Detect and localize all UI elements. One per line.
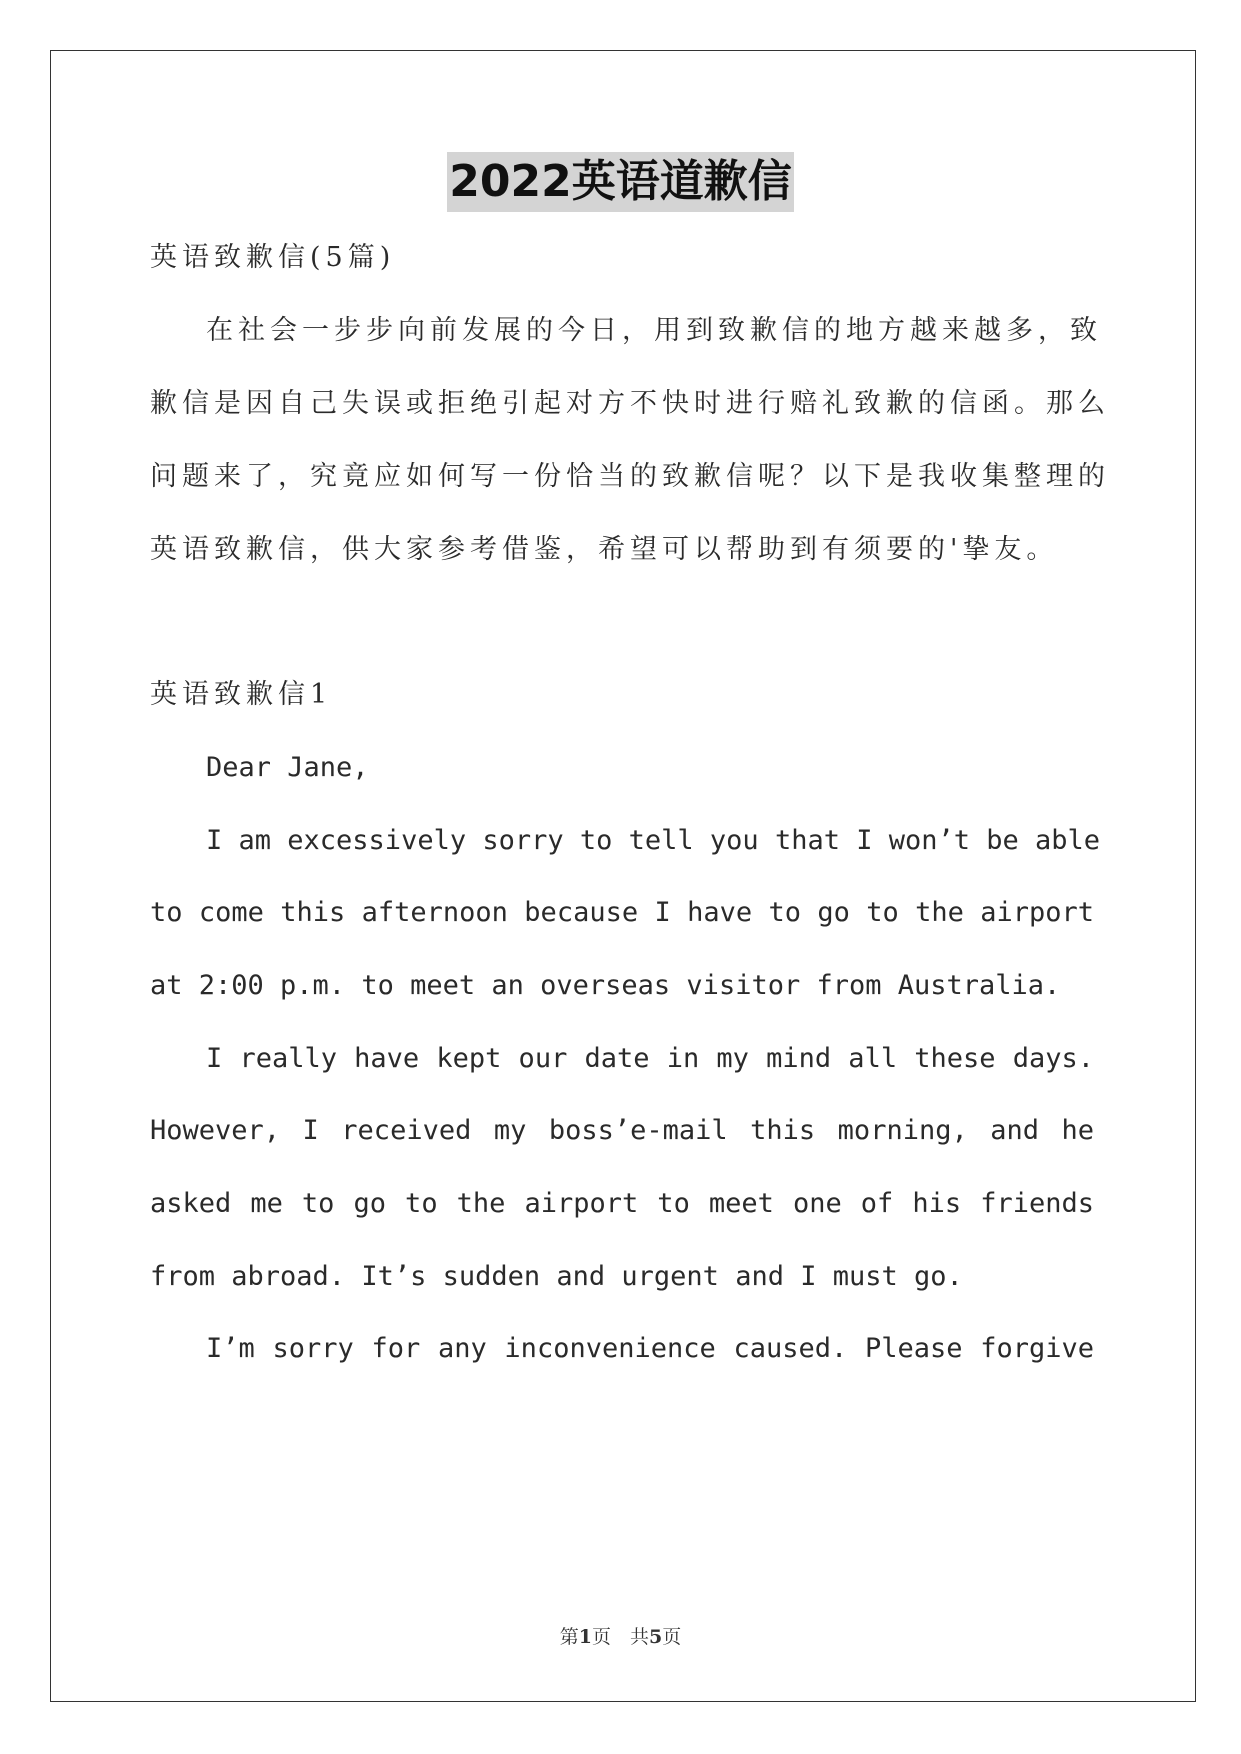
intro-line-1: 在社会一步步向前发展的今日，用到致歉信的地方越来越多，致 <box>206 315 1102 346</box>
subtitle: 英语致歉信(5篇) <box>150 242 396 273</box>
letter-line-2: to come this afternoon because I have to go to the airport <box>150 897 1094 928</box>
page-border <box>50 50 1196 1702</box>
intro-line-4: 英语致歉信，供大家参考借鉴，希望可以帮助到有须要的'挚友。 <box>150 534 1059 565</box>
footer-page-number: 1 <box>578 1626 592 1648</box>
intro-line-3: 问题来了，究竟应如何写一份恰当的致歉信呢？以下是我收集整理的 <box>150 461 1110 492</box>
page-footer <box>0 1622 1241 1649</box>
letter-line-1: I am excessively sorry to tell you that I won’t be able <box>206 825 1101 856</box>
letter-line-3: at 2:00 p.m. to meet an overseas visitor from Australia. <box>150 970 1061 1001</box>
footer-mid: 页 共 <box>591 1626 649 1648</box>
letter-line-6: asked me to go to the airport to meet one of his friends <box>150 1188 1094 1219</box>
title-container <box>0 152 1241 212</box>
letter-line-8: I’m sorry for any inconvenience caused. Please forgive <box>206 1333 1094 1364</box>
section-heading: 英语致歉信1 <box>150 679 333 710</box>
letter-line-7: from abroad. It’s sudden and urgent and I must go. <box>150 1261 963 1292</box>
intro-line-2: 歉信是因自己失误或拒绝引起对方不快时进行赔礼致歉的信函。那么 <box>150 388 1110 419</box>
footer-suffix: 页 <box>662 1626 682 1648</box>
document-title: 2022英语道歉信 <box>447 152 793 212</box>
footer-total-pages: 5 <box>649 1626 663 1648</box>
letter-line-4: I really have kept our date in my mind all these days. <box>206 1043 1094 1074</box>
footer-prefix: 第 <box>559 1626 579 1648</box>
letter-salutation: Dear Jane, <box>206 752 369 783</box>
letter-line-5: However, I received my boss’e-mail this morning, and he <box>150 1115 1094 1146</box>
